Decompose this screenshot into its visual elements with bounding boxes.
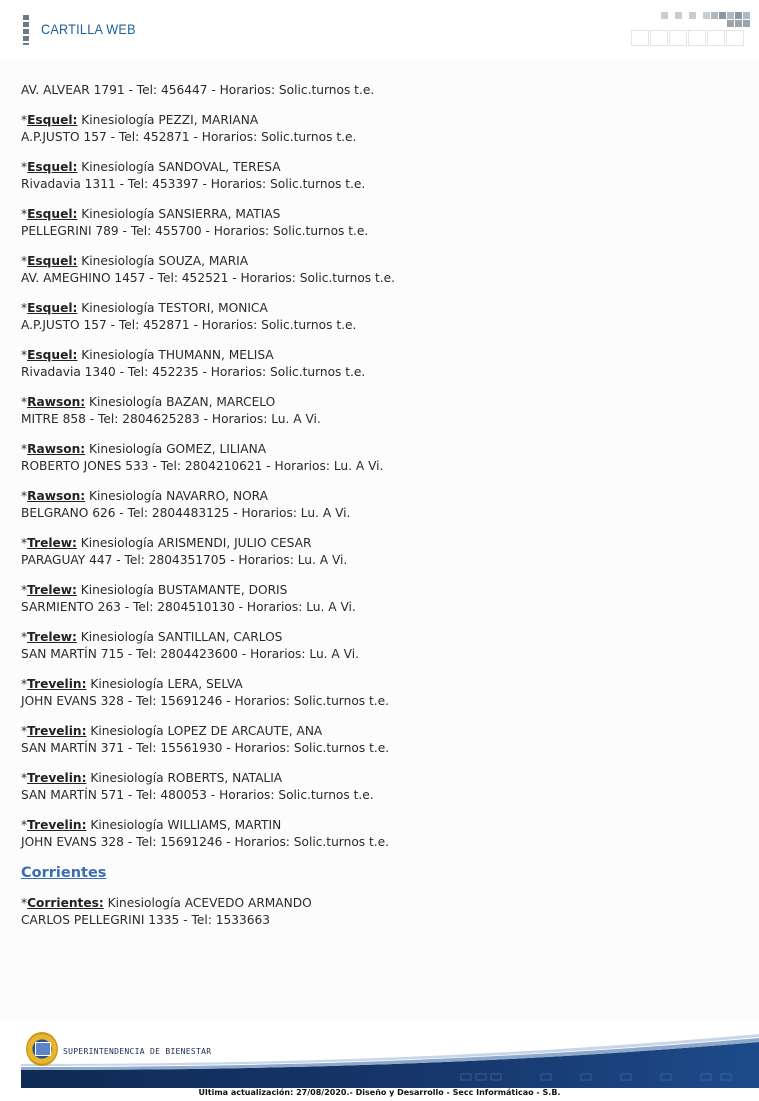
entry-asterisk: * [21,896,28,910]
decor-square [661,12,668,19]
entry-heading [21,582,741,599]
entry-city-link[interactable]: Esquel: [27,301,78,315]
list-item [21,535,741,569]
list-item [21,723,741,757]
entry-city-link[interactable]: Esquel: [27,348,78,362]
decor-square [727,12,734,19]
entry-address: PELLEGRINI 789 - Tel: 455700 - Horarios: Solic.turnos t.e. [21,224,369,238]
entry-asterisk: * [21,207,28,221]
list-item [21,394,741,428]
header-bar-icon [23,15,29,45]
entry-address: A.P.JUSTO 157 - Tel: 452871 - Horarios: Solic.turnos t.e. [21,130,357,144]
entry-heading [21,347,741,364]
entry-city-link[interactable]: Esquel: [27,113,78,127]
entry-address: JOHN EVANS 328 - Tel: 15691246 - Horarios: Solic.turnos t.e. [21,835,390,849]
list-item [21,817,741,851]
decor-outline-square [631,30,649,46]
entry-asterisk: * [21,677,28,691]
entry-provider-name: Kinesiología BUSTAMANTE, DORIS [76,583,288,597]
list-item [21,159,741,193]
decor-square [735,20,742,27]
entry-asterisk: * [21,536,28,550]
entry-heading [21,817,741,834]
entry-provider-name: Kinesiología PEZZI, MARIANA [77,113,259,127]
entry-provider-name: Kinesiología SOUZA, MARIA [77,254,249,268]
entry-asterisk: * [21,113,28,127]
list-item [21,206,741,240]
entry-asterisk: * [21,301,28,315]
list-item [21,441,741,475]
directory-content [21,82,741,942]
entry-heading [21,629,741,646]
entry-provider-name: Kinesiología BAZAN, MARCELO [85,395,276,409]
entry-heading [21,300,741,317]
entry-address: Rivadavia 1340 - Tel: 452235 - Horarios: Solic.turnos t.e. [21,365,366,379]
entry-address: ROBERTO JONES 533 - Tel: 2804210621 - Horarios: Lu. A Vi. [21,459,384,473]
decor-outline-square [688,30,706,46]
entry-provider-name: Kinesiología SANTILLAN, CARLOS [76,630,283,644]
decor-square [711,12,718,19]
entry-address: CARLOS PELLEGRINI 1335 - Tel: 1533663 [21,913,270,927]
entry-asterisk: * [21,489,28,503]
entry-heading [21,676,741,693]
entry-heading [21,394,741,411]
entry-city-link[interactable]: Trelew: [27,536,77,550]
entry-provider-name: Kinesiología TESTORI, MONICA [77,301,268,315]
entry-city-link[interactable]: Rawson: [27,489,86,503]
list-item [21,300,741,334]
entry-city-link[interactable]: Esquel: [27,160,78,174]
entry-address: A.P.JUSTO 157 - Tel: 452871 - Horarios: Solic.turnos t.e. [21,318,357,332]
entry-heading [21,253,741,270]
entry-heading [21,112,741,129]
entry-heading [21,895,741,912]
entry-heading [21,723,741,740]
decor-square [735,12,742,19]
entry-city-link[interactable]: Esquel: [27,207,78,221]
entry-asterisk: * [21,254,28,268]
entry-asterisk: * [21,442,28,456]
decor-square [703,12,710,19]
entry-provider-name: Kinesiología NAVARRO, NORA [85,489,268,503]
entry-provider-name: Kinesiología LERA, SELVA [86,677,243,691]
list-item [21,82,741,99]
entry-city-link[interactable]: Trelew: [27,630,77,644]
decor-outline-square [726,30,744,46]
page-title: CARTILLA WEB [41,21,136,37]
directory-list-corrientes [21,895,741,929]
entry-address: PARAGUAY 447 - Tel: 2804351705 - Horarios: Lu. A Vi. [21,553,348,567]
entry-heading [21,206,741,223]
entry-heading [21,488,741,505]
entry-city-link[interactable]: Esquel: [27,254,78,268]
page-header [0,0,759,60]
entry-address: AV. AMEGHINO 1457 - Tel: 452521 - Horarios: Solic.turnos t.e. [21,271,396,285]
decor-outline-square [669,30,687,46]
list-item [21,629,741,663]
footer-wave-graphic [21,1026,759,1088]
header-squares-decoration [631,12,751,48]
entry-address: SAN MARTÍN 571 - Tel: 480053 - Horarios: Solic.turnos t.e. [21,788,374,802]
entry-city-link[interactable]: Trelew: [27,583,77,597]
entry-city-link[interactable]: Trevelin: [27,771,87,785]
entry-provider-name: Kinesiología ROBERTS, NATALIA [86,771,283,785]
entry-provider-name: Kinesiología SANSIERRA, MATIAS [77,207,281,221]
decor-square [743,20,750,27]
entry-provider-name: Kinesiología GOMEZ, LILIANA [85,442,267,456]
decor-outline-square [650,30,668,46]
entry-provider-name: Kinesiología ARISMENDI, JULIO CESAR [76,536,312,550]
entry-asterisk: * [21,818,28,832]
entry-asterisk: * [21,771,28,785]
decor-square [727,20,734,27]
entry-provider-name: Kinesiología SANDOVAL, TERESA [77,160,281,174]
list-item [21,676,741,710]
entry-heading [21,770,741,787]
entry-heading [21,159,741,176]
entry-heading [21,441,741,458]
entry-city-link[interactable]: Rawson: [27,442,86,456]
entry-asterisk: * [21,160,28,174]
last-update-text: Ultima actualización: 27/08/2020.- Diseño y Desarrollo - Secc Informáticao - S.B. [198,1088,561,1097]
entry-asterisk: * [21,395,28,409]
entry-asterisk: * [21,724,28,738]
entry-provider-name: Kinesiología WILLIAMS, MARTIN [86,818,282,832]
entry-address: AV. ALVEAR 1791 - Tel: 456447 - Horarios: Solic.turnos t.e. [21,83,375,97]
entry-address: SARMIENTO 263 - Tel: 2804510130 - Horarios: Lu. A Vi. [21,600,356,614]
entry-address: MITRE 858 - Tel: 2804625283 - Horarios: Lu. A Vi. [21,412,321,426]
section-title-corrientes[interactable]: Corrientes [21,865,107,881]
entry-city-link[interactable]: Trevelin: [27,677,87,691]
entry-city-link[interactable]: Trevelin: [27,724,87,738]
entry-address: BELGRANO 626 - Tel: 2804483125 - Horarios: Lu. A Vi. [21,506,351,520]
entry-address: Rivadavia 1311 - Tel: 453397 - Horarios: Solic.turnos t.e. [21,177,366,191]
footer-banner [21,1026,759,1088]
entry-asterisk: * [21,583,28,597]
entry-city-link[interactable]: Trevelin: [27,818,87,832]
decor-square [689,12,696,19]
list-item [21,582,741,616]
entry-heading [21,535,741,552]
decor-square [719,12,726,19]
entry-provider-name: Kinesiología ACEVEDO ARMANDO [103,896,312,910]
entry-asterisk: * [21,348,28,362]
entry-address: SAN MARTÍN 371 - Tel: 15561930 - Horarios: Solic.turnos t.e. [21,741,390,755]
directory-list [21,112,741,851]
decor-square [743,12,750,19]
list-item [21,112,741,146]
list-item [21,770,741,804]
entry-asterisk: * [21,630,28,644]
institution-logo-icon [26,1032,58,1066]
list-item [21,347,741,381]
list-item [21,895,741,929]
institution-name: SUPERINTENDENCIA DE BIENESTAR [63,1047,212,1056]
entry-city-link[interactable]: Rawson: [27,395,86,409]
decor-square [675,12,682,19]
entry-city-link[interactable]: Corrientes: [27,896,104,910]
entry-address: JOHN EVANS 328 - Tel: 15691246 - Horarios: Solic.turnos t.e. [21,694,390,708]
decor-outline-square [707,30,725,46]
list-item [21,488,741,522]
entry-provider-name: Kinesiología LOPEZ DE ARCAUTE, ANA [86,724,323,738]
list-item [21,253,741,287]
entry-address: SAN MARTÍN 715 - Tel: 2804423600 - Horarios: Lu. A Vi. [21,647,359,661]
entry-provider-name: Kinesiología THUMANN, MELISA [77,348,274,362]
